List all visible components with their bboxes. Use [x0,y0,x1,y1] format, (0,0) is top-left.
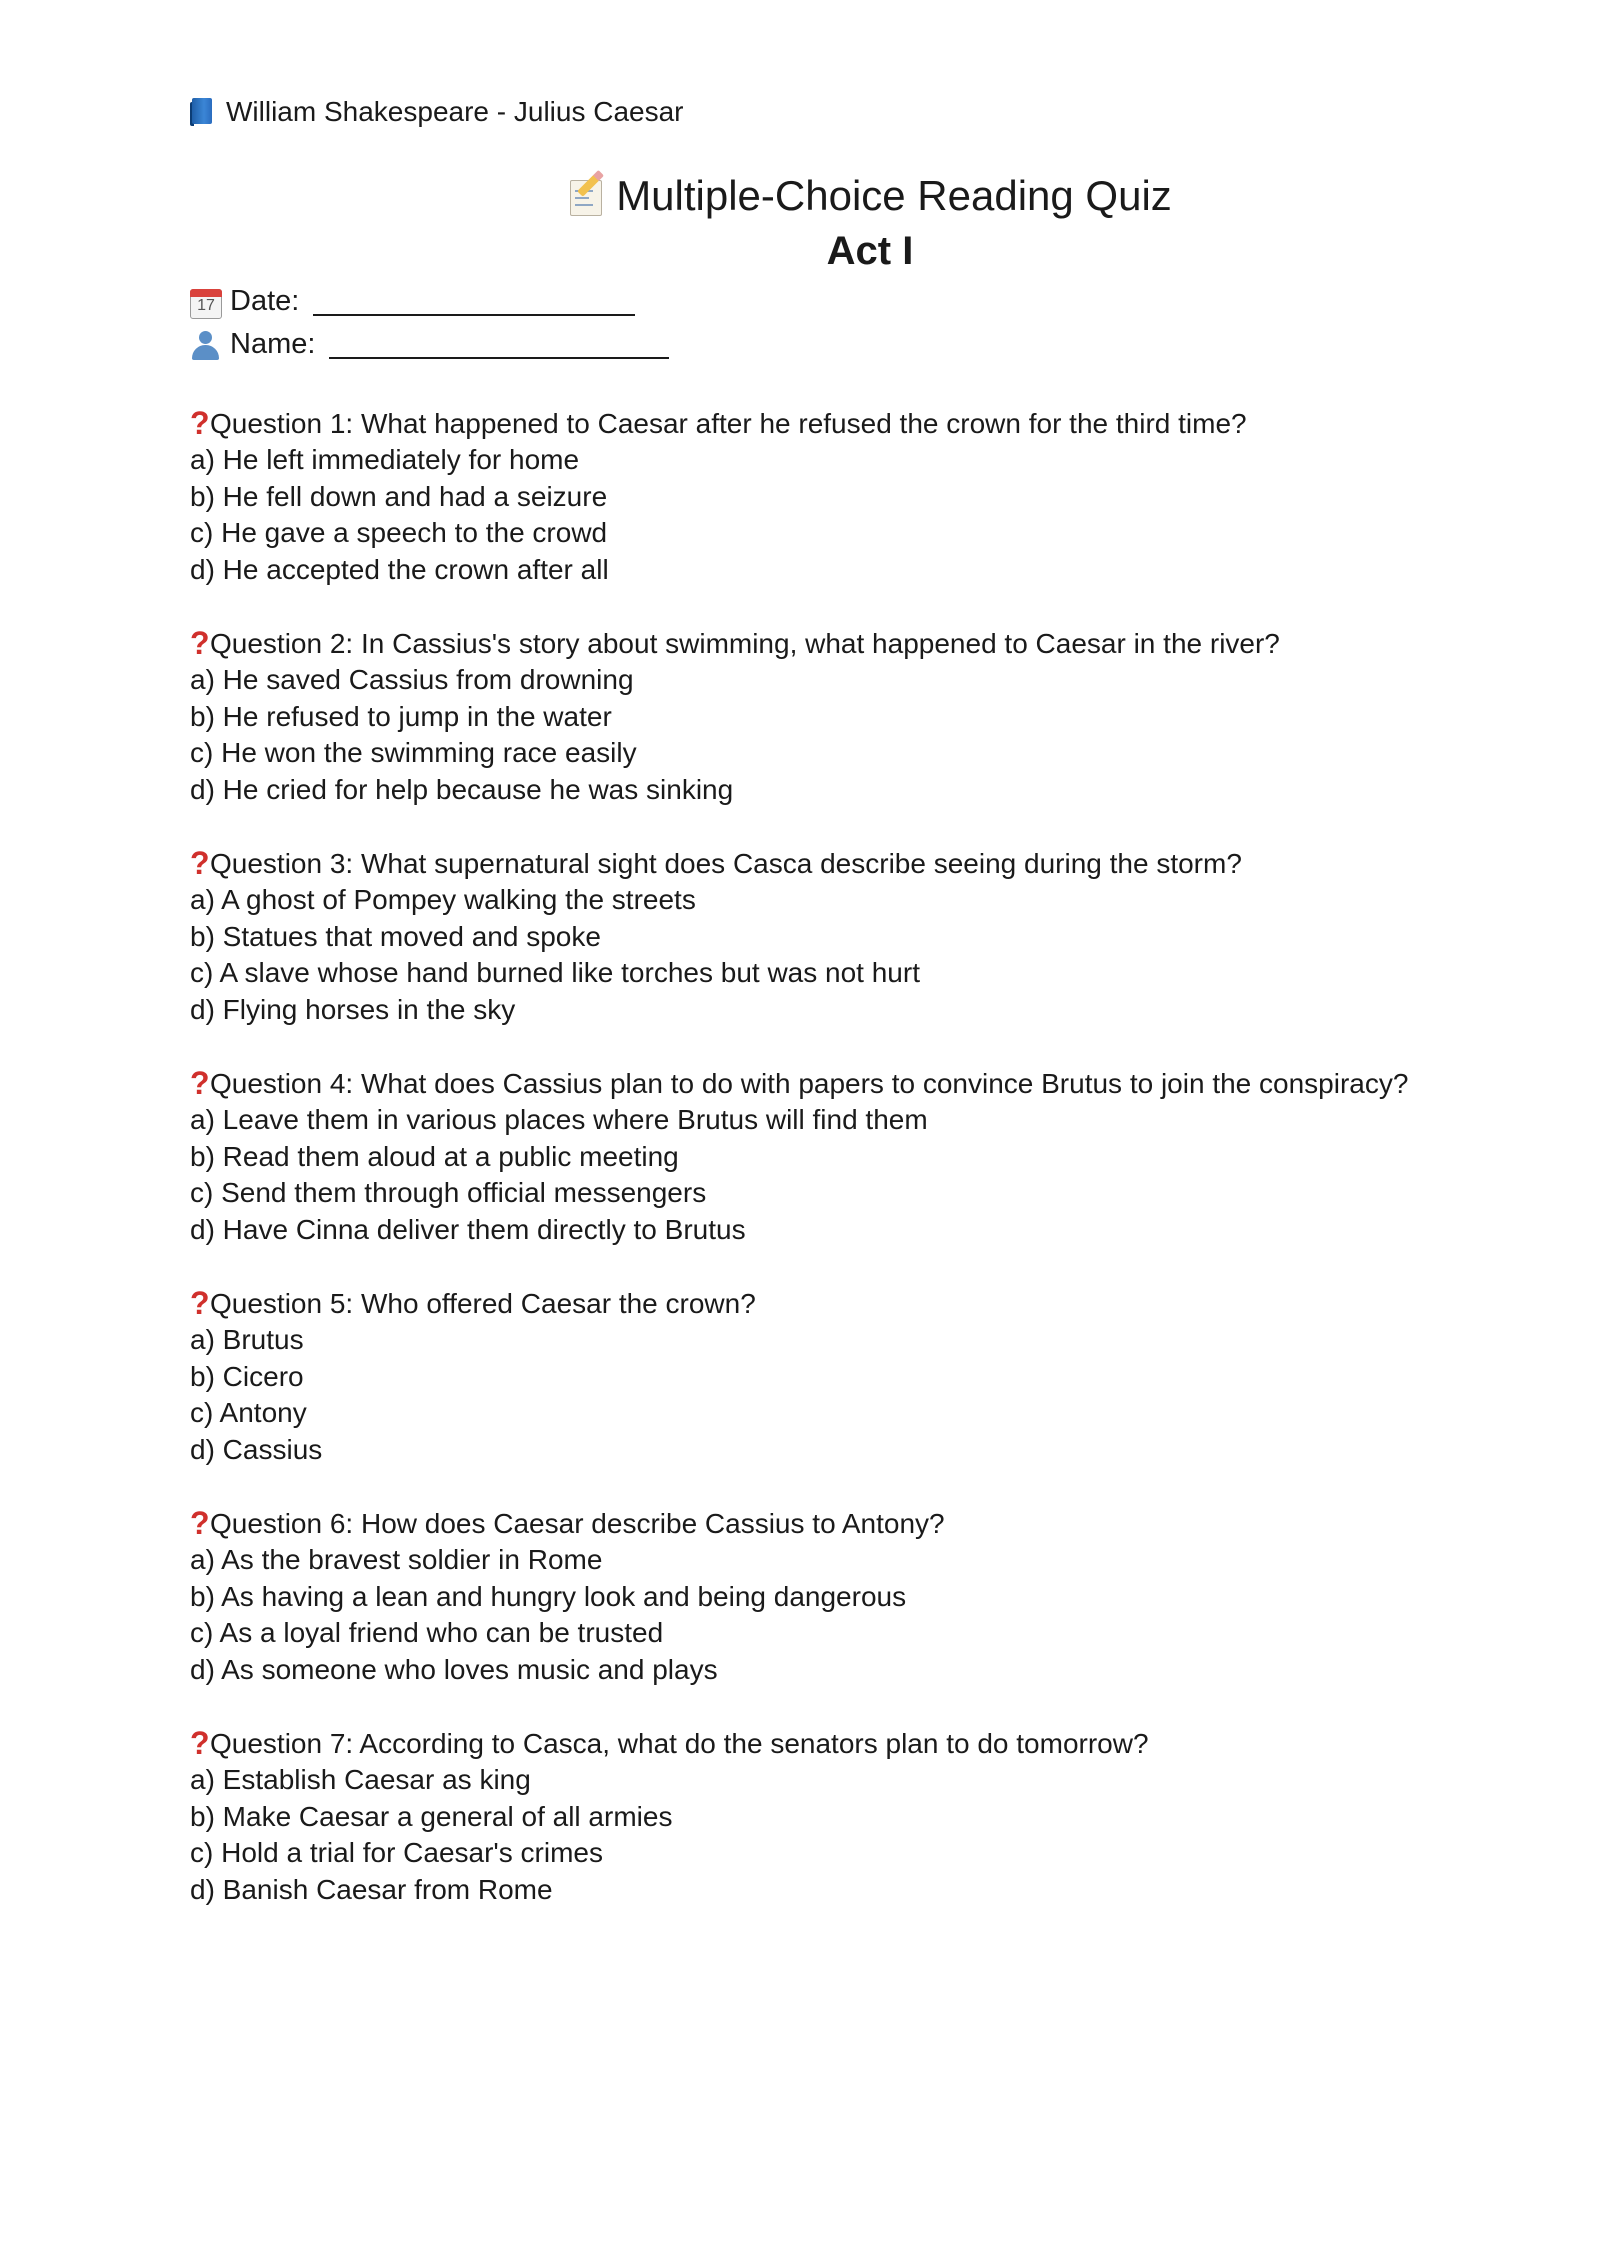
question-mark-icon: ? [190,1725,210,1761]
option-b: b) Statues that moved and spoke [190,920,601,952]
option-b: b) He fell down and had a seizure [190,480,608,512]
option-b: b) Make Caesar a general of all armies [190,1800,673,1832]
option-c: c) He won the swimming race easily [190,737,637,768]
book-icon [190,98,214,126]
student-fields [190,280,669,366]
question-5 [190,1285,1490,1468]
option-d: d) Have Cinna deliver them directly to Brutus [190,1213,746,1245]
option-a: a) He left immediately for home [190,444,580,475]
option-b: b) Cicero [190,1360,304,1392]
memo-icon [568,176,606,216]
question-text: Question 1: What happened to Caesar after he refused the crown for the third time? [210,408,1247,439]
user-icon [190,330,220,360]
option-b: b) He refused to jump in the water [190,700,612,732]
option-c: c) Send them through official messengers [190,1177,707,1208]
name-blank[interactable] [329,331,669,359]
option-c: c) As a loyal friend who can be trusted [190,1617,664,1648]
option-d: d) As someone who loves music and plays [190,1653,718,1685]
question-text: Question 6: How does Caesar describe Cassius to Antony? [210,1508,945,1539]
date-blank[interactable] [313,288,635,316]
question-text: Question 5: Who offered Caesar the crown? [210,1288,756,1319]
question-mark-icon: ? [190,405,210,441]
header-title: William Shakespeare - Julius Caesar [226,96,684,127]
question-mark-icon: ? [190,1505,210,1541]
option-c: c) Hold a trial for Caesar's crimes [190,1837,603,1868]
question-list [190,405,1490,1945]
option-d: d) He accepted the crown after all [190,553,609,585]
question-2 [190,625,1490,808]
question-text: Question 2: In Cassius's story about swimming, what happened to Caesar in the river? [210,628,1280,659]
question-mark-icon: ? [190,845,210,881]
title-block [0,168,1600,278]
option-d: d) He cried for help because he was sinking [190,773,734,805]
name-label: Name: [230,328,316,360]
name-field [190,323,669,366]
date-field [190,280,669,323]
question-4 [190,1065,1490,1248]
question-mark-icon: ? [190,1065,210,1101]
option-b: b) As having a lean and hungry look and being dangerous [190,1580,907,1612]
date-label: Date: [230,285,300,317]
act-heading: Act I [826,229,914,273]
option-a: a) As the bravest soldier in Rome [190,1544,603,1575]
option-d: d) Cassius [190,1433,323,1465]
option-a: a) Leave them in various places where Brutus will find them [190,1104,928,1135]
option-d: d) Banish Caesar from Rome [190,1873,553,1905]
question-1 [190,405,1490,588]
question-7 [190,1725,1490,1908]
option-a: a) A ghost of Pompey walking the streets [190,884,696,915]
option-a: a) Brutus [190,1324,304,1355]
question-mark-icon: ? [190,625,210,661]
calendar-icon: 17 [190,287,220,317]
option-a: a) Establish Caesar as king [190,1764,531,1795]
option-a: a) He saved Cassius from drowning [190,664,634,695]
option-c: c) A slave whose hand burned like torches but was not hurt [190,957,920,988]
option-c: c) Antony [190,1397,307,1428]
question-text: Question 7: According to Casca, what do the senators plan to do tomorrow? [210,1728,1149,1759]
option-b: b) Read them aloud at a public meeting [190,1140,679,1172]
option-d: d) Flying horses in the sky [190,993,516,1025]
quiz-title [568,168,1172,224]
option-c: c) He gave a speech to the crowd [190,517,608,548]
question-3 [190,845,1490,1028]
question-mark-icon: ? [190,1285,210,1321]
question-6 [190,1505,1490,1688]
question-text: Question 3: What supernatural sight does Casca describe seeing during the storm? [210,848,1242,879]
quiz-title-text: Multiple-Choice Reading Quiz [616,172,1172,219]
question-text: Question 4: What does Cassius plan to do with papers to convince Brutus to join the conspiracy? [210,1068,1409,1099]
header [190,92,684,132]
